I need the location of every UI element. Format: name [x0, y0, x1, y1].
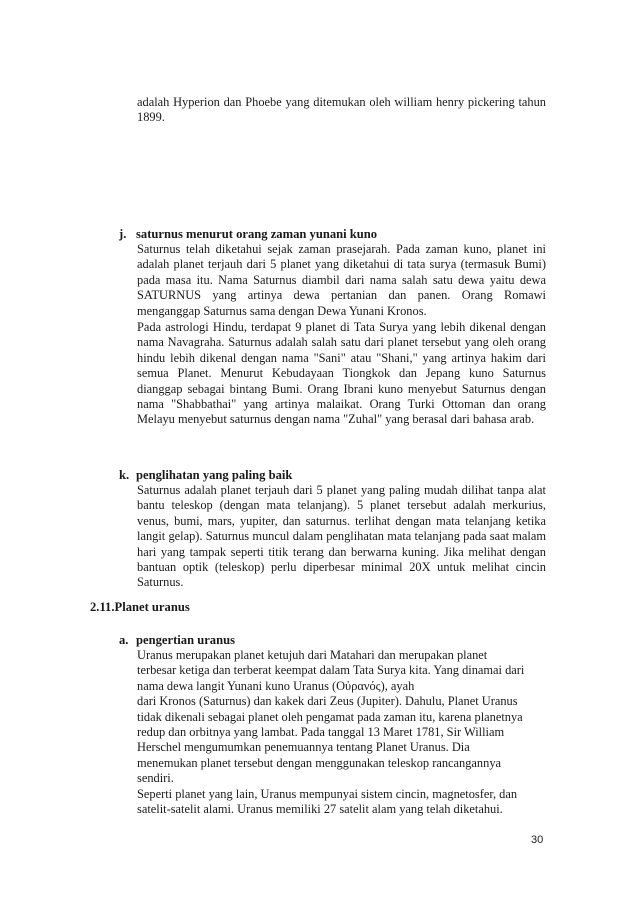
section-j-title: saturnus menurut orang zaman yunani kuno [136, 227, 378, 241]
section-a-line: Seperti planet yang lain, Uranus mempunyai sistem cincin, magnetosfer, dan [137, 786, 518, 801]
section-j-paragraph-1: Saturnus telah diketahui sejak zaman prasejarah. Pada zaman kuno, planet ini adalah planet terjauh dari 5 planet yang diketahui di tata surya (termasuk Bumi) pada masa itu. Nama Saturnus diambil dari nama salah satu dewa yaitu dewa SATURNUS yang artinya dewa pertanian dan panen. Orang Romawi menganggap Saturnus sama dengan Dewa Yunani Kronos. [137, 242, 546, 318]
section-a-title: pengertian uranus [136, 633, 236, 647]
section-k-marker: k. [119, 468, 130, 482]
section-a-line: Herschel mengumumkan penemuannya tentang Planet Uranus. Dia [137, 740, 470, 755]
section-a-line: Uranus merupakan planet ketujuh dari Matahari dan merupakan planet [137, 648, 488, 662]
section-j-body [137, 242, 546, 428]
section-j-paragraph-2: Pada astrologi Hindu, terdapat 9 planet di Tata Surya yang lebih dikenal dengan nama Navagraha. Saturnus adalah salah satu dari planet tersebut yang oleh orang hindu lebih dikenal dengan nama "Sani" atau "Shani," yang artinya hakim dari semua Planet. Menurut Kebudayaan Tiongkok dan Jepang kuno Saturnus dianggap sebagai bintang Bumi. Orang Ibrani kuno menyebut Saturnus dengan nama "Shabbathai" yang artinya malaikat. Orang Turki Ottoman dan orang Melayu menyebut saturnus dengan nama "Zuhal" yang berasal dari bahasa arab. [137, 320, 546, 427]
section-a-line: menemukan planet tersebut dengan menggunakan teleskop rancangannya [137, 755, 502, 770]
chapter-number: 2.11. [90, 600, 115, 614]
section-a-line: tidak dikenali sebagai planet oleh pengamat pada zaman itu, karena planetnya [137, 709, 523, 724]
section-k-paragraph-1: Saturnus adalah planet terjauh dari 5 planet yang paling mudah dilihat tanpa alat bantu teleskop (dengan mata telanjang). 5 planet tersebut adalah merkurius, venus, bumi, mars, yupiter, dan saturnus. terlihat dengan mata telanjang ketika langit gelap). Saturnus muncul dalam penglihatan mata telanjang pada saat malam hari yang tampak seperti titik terang dan berwarna kuning. Jika melihat dengan bantuan optik (teleskop) perlu diperbesar minimal 20X untuk melihat cincin Saturnus. [137, 483, 546, 590]
section-a-line: redup dan orbitnya yang lambat. Pada tanggal 13 Maret 1781, Sir William [137, 725, 505, 740]
section-k-heading [119, 467, 292, 483]
section-a-marker: a. [119, 633, 129, 647]
chapter-title: Planet uranus [114, 600, 190, 614]
chapter-heading [90, 599, 190, 615]
section-a-line: terbesar ketiga dan terberat keempat dalam Tata Surya kita. Yang dinamai dari [137, 663, 525, 678]
section-k-title: penglihatan yang paling baik [136, 468, 293, 482]
section-j-heading [119, 226, 377, 242]
section-a-heading [119, 632, 235, 648]
section-a-line: sendiri. [137, 771, 174, 786]
intro-paragraph [137, 95, 546, 126]
intro-text: adalah Hyperion dan Phoebe yang ditemukan oleh william henry pickering tahun 1899. [137, 95, 546, 125]
section-k-body [137, 483, 546, 591]
section-a-line: satelit-satelit alami. Uranus memiliki 27 satelit alam yang telah diketahui. [137, 802, 503, 817]
section-a-line: dari Kronos (Saturnus) dan kakek dari Zeus (Jupiter). Dahulu, Planet Uranus [137, 694, 518, 709]
section-a-body [137, 648, 546, 817]
page-number: 30 [531, 834, 544, 846]
section-a-line: nama dewa langit Yunani kuno Uranus (Οὐρανός), ayah [137, 678, 415, 693]
section-j-marker: j. [119, 227, 127, 241]
